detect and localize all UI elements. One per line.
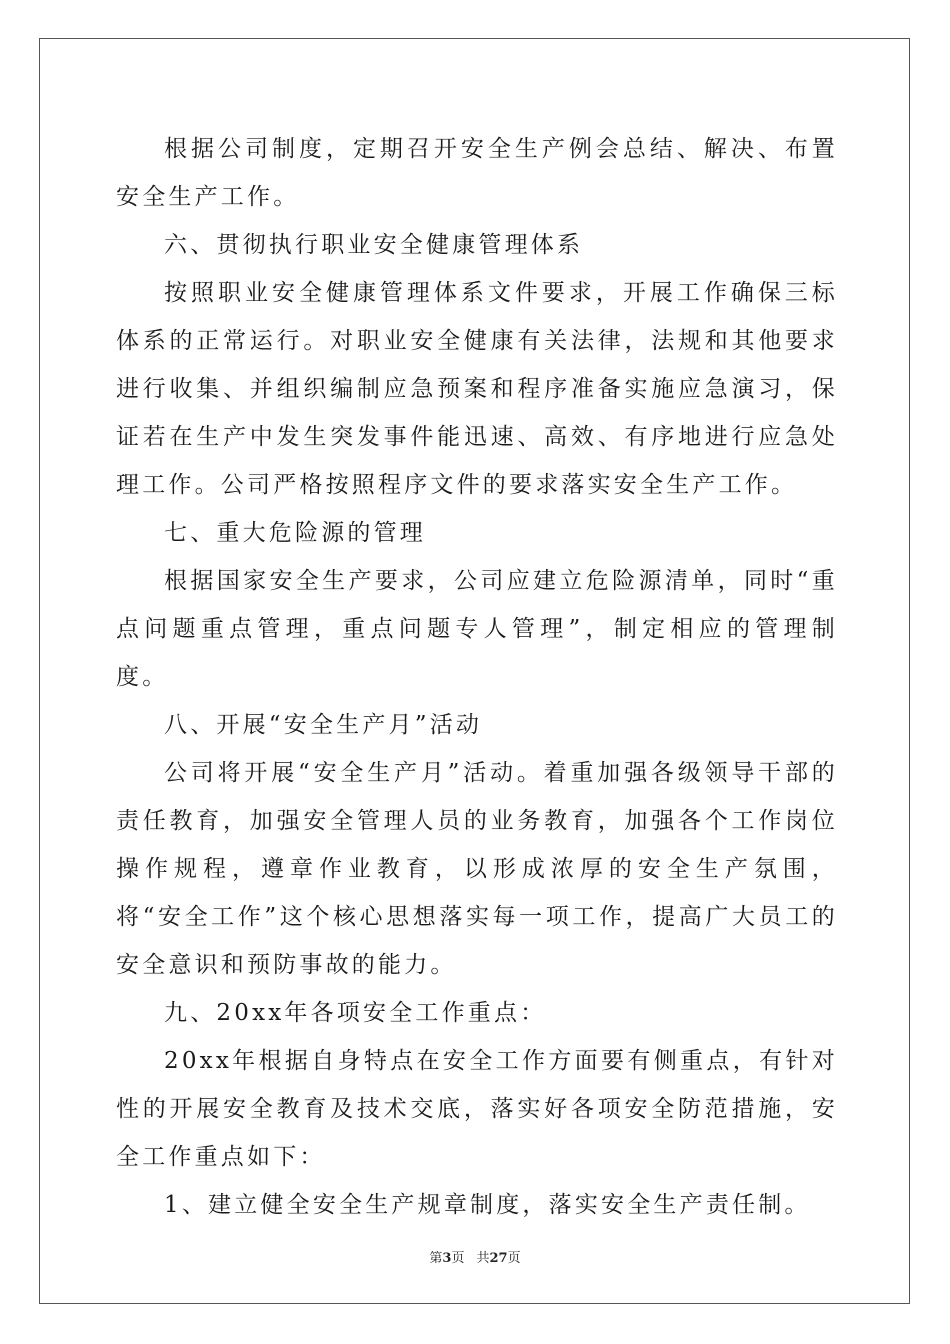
list-item: 1、建立健全安全生产规章制度，落实安全生产责任制。 [164,1192,811,1218]
paragraph: 根据公司制度，定期召开安全生产例会总结、解决、布置安全生产工作。 [116,136,838,210]
paragraph: 公司将开展“安全生产月”活动。着重加强各级领导干部的责任教育，加强安全管理人员的业务教育，加强各个工作岗位操作规程，遵章作业教育，以形成浓厚的安全生产氛围，将“安全工作”这个核心思想落实每一项工作，提高广大员工的安全意识和预防事故的能力。 [116,760,838,978]
total-prefix: 共 [476,1251,490,1266]
document-body [116,125,838,1229]
section-heading: 九、20xx年各项安全工作重点： [164,1000,547,1026]
section-heading: 六、贯彻执行职业安全健康管理体系 [164,232,584,258]
page-footer [0,1247,950,1266]
section-heading: 八、开展“安全生产月”活动 [164,712,483,738]
paragraph: 按照职业安全健康管理体系文件要求，开展工作确保三标体系的正常运行。对职业安全健康有关法律，法规和其他要求进行收集、并组织编制应急预案和程序准备实施应急演习，保证若在生产中发生突发事件能迅速、高效、有序地进行应急处理工作。公司严格按照程序文件的要求落实安全生产工作。 [116,280,838,498]
total-suffix: 页 [507,1251,521,1266]
section-heading: 七、重大危险源的管理 [164,520,426,546]
page-prefix: 第 [429,1251,443,1266]
total-pages: 27 [489,1251,508,1266]
page-suffix: 页 [451,1251,465,1266]
paragraph: 根据国家安全生产要求，公司应建立危险源清单，同时“重点问题重点管理，重点问题专人管理”，制定相应的管理制度。 [116,568,838,690]
paragraph: 20xx年根据自身特点在安全工作方面要有侧重点，有针对性的开展安全教育及技术交底，落实好各项安全防范措施，安全工作重点如下： [116,1048,838,1170]
page-number: 3 [442,1251,452,1266]
